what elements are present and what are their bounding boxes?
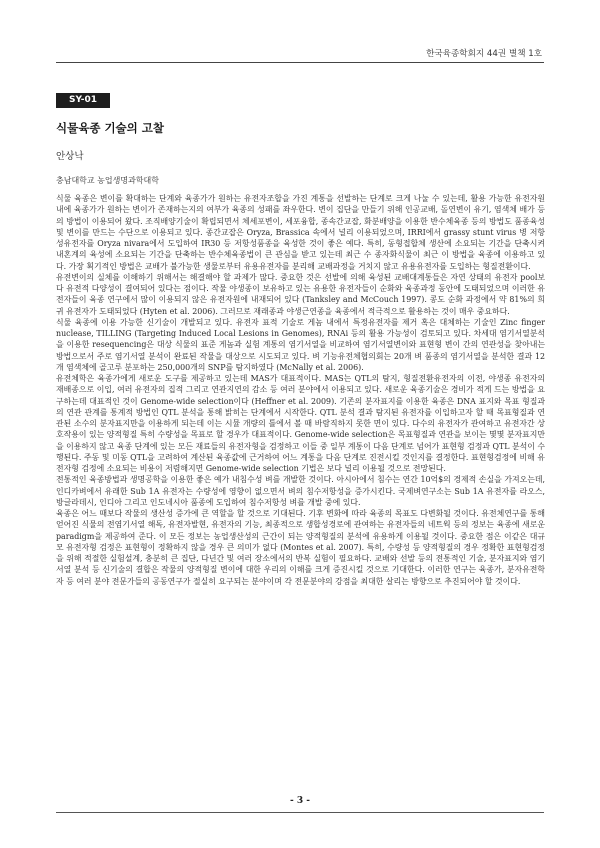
session-badge: SY-01 [56,93,110,108]
body-paragraph-2: 유전변이의 실체를 이해하기 위해서는 해결해야 할 과제가 많다. 중요한 것은 선발에 의해 육성된 교배대계통들은 자연 상태의 유전자 pool보다 유전적 다양성이 결여되어 있다는 점이다. 작물 야생종이 보유하고 있는 유용한 유전자들이 순화와 육종과정 동안에 도태되었으며 이러한 유전자들이 육종 연구에서 많이 이용되지 않은 유전자원에 내재되어 있다 (Tanksley and McCouch 1997). 콩도 순화 과정에서 약 81%의 희귀 유전자가 도태되었다 (Hyten et al. 2006). 그러므로 재래종과 야생근연종을 육종에서 적극적으로 활용하는 것이 매우 중요하다. [56,272,545,316]
body-paragraph-4: 유전체학은 육종가에게 새로운 도구를 제공하고 있는데 MAS가 대표적이다. MAS는 QTL의 탐지, 형질전환유전자의 이전, 야생종 유전자의 재배종으로 이입, 여러 유전자의 집적 그리고 연관지연의 감소 등 여러 분야에서 이용되고 있다. 새로운 육종기술은 경비가 적게 드는 방법을 요구하는데 대표적인 것이 Genome-wide selection이다 (Heffner et al. 2009). 기존의 분자표지를 이용한 육종은 DNA 표지와 목표 형질과의 연관 관계를 통계적 방법인 QTL 분석을 통해 밝히는 단계에서 시작한다. QTL 분석 결과 탐지된 유전자를 이입하고자 할 때 목표형질과 연관된 소수의 분자표지만을 이용하게 되는데 이는 시뮬 개량의 틀에서 볼 때 바람직하지 못한 면이 있다. 다수의 유전자가 관여하고 유전자간 상호작용이 있는 양적형질 특히 수량성을 목표로 할 경우가 대표적이다. Genome-wide selection은 목표형질과 연관을 보이는 몇몇 분자표지만을 이용하지 않고 육종 단계에 있는 모든 재료들의 유전자형을 검정하고 이들 중 일부 계통이 다음 단계로 넘어가 표현형 검정과 QTL 분석이 수행된다. 주동 및 미동 QTL을 고려하여 계산된 육종값에 근거하여 어느 계통을 다음 단계로 진전시킬 것인지를 결정한다. 표현형검정에 비해 유전자형 검정에 소요되는 비용이 저렴해지면 Genome-wide selection 기법은 보다 널리 이용될 것으로 전망된다. [56,374,545,473]
abstract-body [56,193,545,768]
body-paragraph-6: 육종은 어느 때보다 작물의 생산성 증가에 큰 역할을 할 것으로 기대된다. 기후 변화에 따라 육종의 목표도 다변화될 것이다. 유전체연구를 통해 얻어진 식물의 전염기서열 해독, 유전자발현, 유전자의 기능, 최종적으로 생합성경로에 관여하는 유전자들의 네트웍 등의 정보는 육종에 새로운 paradigm을 제공하여 준다. 이 모든 정보는 농업생산성의 근간이 되는 양적형질의 분석에 유용하게 이용될 것이다. 중요한 점은 이같은 대규모 유전자형 검정은 표현형이 정확하지 않을 경우 큰 의미가 없다 (Montes et al. 2007). 특히, 수량성 등 양적형질의 경우 정확한 표현형검정을 위해 적절한 실험설계, 충분히 큰 집단, 다년간 및 여러 장소에서의 반복 실험이 필요하다. 교배와 선발 등의 전통적인 기술, 분자표지와 염기서열 분석 등 신기술의 결합은 작물의 양적형질 변이에 대한 우리의 이해를 크게 증진시킬 것으로 기대한다. 이러한 연구는 육종가, 분자유전학자 등 여러 분야 전문가들의 공동연구가 절실히 요구되는 분야이며 각 전문분야의 강점을 최대한 살리는 방향으로 추진되어야 할 것이다. [56,509,545,586]
body-paragraph-3: 식물 육종에 이용 가능한 신기술이 개발되고 있다. 유전자 표적 기술로 게놈 내에서 특정유전자를 제거 혹은 대체하는 기술인 Zinc finger nuclease, TILLING (Targeting Induced Local Lesions in Genomes), RNAi 등의 활용 가능성이 검토되고 있다. 차세대 염기서열분석을 이용한 resequencing은 대상 식물의 표준 게놈과 실험 계통의 염기서열을 비교하여 염기서열변이와 표현형 변이 간의 연관성을 찾아내는 방법으로서 주로 염기서열 분석이 완료된 작물을 대상으로 시도되고 있다. 벼 기능유전체협의회는 20개 벼 품종의 염기서열을 분석한 결과 12개 염색체에 골고루 분포하는 250,000개의 SNP를 탐지하였다 (McNally et al. 2006). [56,317,545,372]
body-paragraph-1: 식물 육종은 변이를 확대하는 단계와 육종가가 원하는 유전자조합을 가진 계통을 선발하는 단계로 크게 나눌 수 있는데, 활용 가능한 유전자원 내에 육종가가 원하는 변이가 존재하는지의 여부가 육종의 성패를 좌우한다. 변이 집단을 만들기 위해 인공교배, 돌연변이 유기, 염색체 배가 등의 방법이 이용되어 왔다. 조직배양기술이 확립되면서 체세포변이, 세포융합, 종속간교잡, 화분배양을 이용한 반수체육종 등의 방법도 품종육성 및 변이를 만드는 수단으로 이용되고 있다. 종간교잡은 Oryza, Brassica 속에서 널리 이용되었으며, IRRI에서 grassy stunt virus 병 저항성유전자를 Oryza nivara에서 도입하여 IR30 등 저항성품종을 육성한 것이 좋은 예다. 특히, 동형접합체 생산에 소요되는 기간을 단축시켜 내혼계의 육성에 소요되는 기간을 단축하는 반수체육종법이 큰 관심을 받고 있는데 최근 수 종자화식물이 최근 이 방법을 육종에 이용하고 있다. 가장 획기적인 방법은 교배가 불가능한 생물로부터 유용유전자를 분리해 교배과정을 거치지 않고 유용유전자를 도입하는 형질전환이다. [56,194,545,271]
footer-rule [56,812,544,813]
journal-running-head: 한국육종학회지 44권 별책 1호 [426,49,542,59]
author-affiliation: 충남대학교 농업생명과학대학 [56,176,160,185]
page-number: - 3 - [290,796,310,806]
author-name: 안상낙 [56,151,84,162]
body-paragraph-5: 전통적인 육종방법과 생명공학을 이용한 좋은 예가 내침수성 벼를 개발한 것이다. 아시아에서 침수는 연간 10억$의 경제적 손실을 가져오는데, 인디카벼에서 유래한 Sub 1A 유전자는 수량성에 영향이 없으면서 벼의 침수저항성을 증가시킨다. 국제벼연구소는 Sub 1A 유전자를 라오스, 방글라데시, 인디아 그리고 인도네시아 품종에 도입하여 침수저항성 벼를 개발 중에 있다. [56,475,545,507]
header-rule [56,62,544,63]
paper-title: 식물육종 기술의 고찰 [56,121,164,135]
